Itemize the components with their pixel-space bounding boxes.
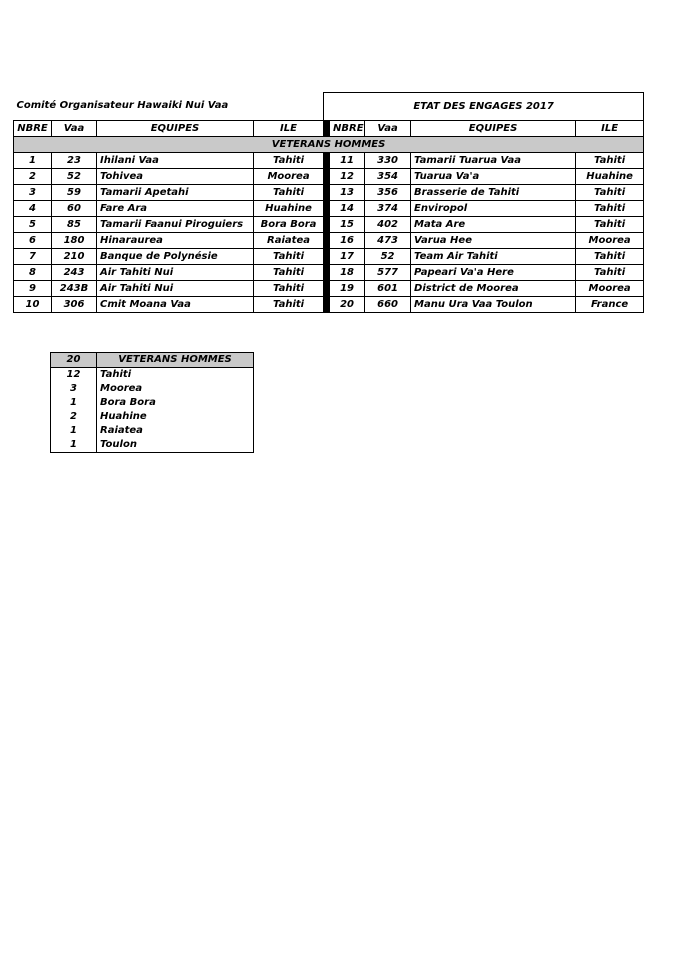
vaa-cell: 473: [365, 233, 411, 249]
team-cell: Tamarii Faanui Piroguiers: [97, 217, 254, 233]
column-header-vaa: Vaa: [365, 121, 411, 137]
nbre-cell: 4: [14, 201, 52, 217]
summary-label: VETERANS HOMMES: [97, 353, 254, 368]
nbre-cell: 18: [330, 265, 365, 281]
island-cell: Tahiti: [254, 297, 324, 313]
section-row: [14, 137, 644, 153]
summary-island: Toulon: [97, 438, 254, 453]
vaa-cell: 354: [365, 169, 411, 185]
summary-row: [51, 424, 254, 438]
nbre-cell: 2: [14, 169, 52, 185]
summary-island: Huahine: [97, 410, 254, 424]
table-row: [14, 297, 644, 313]
table-row: [14, 233, 644, 249]
nbre-cell: 16: [330, 233, 365, 249]
island-cell: Bora Bora: [254, 217, 324, 233]
team-cell: Ihilani Vaa: [97, 153, 254, 169]
column-header-nbre: NBRE: [330, 121, 365, 137]
vaa-cell: 52: [365, 249, 411, 265]
title-row: [14, 93, 644, 121]
vaa-cell: 59: [52, 185, 97, 201]
nbre-cell: 13: [330, 185, 365, 201]
summary-count: 3: [51, 382, 97, 396]
table-row: [14, 201, 644, 217]
vaa-cell: 85: [52, 217, 97, 233]
nbre-cell: 6: [14, 233, 52, 249]
summary-island: Raiatea: [97, 424, 254, 438]
summary-count: 2: [51, 410, 97, 424]
vaa-cell: 243: [52, 265, 97, 281]
summary-island: Tahiti: [97, 368, 254, 383]
vaa-cell: 577: [365, 265, 411, 281]
team-cell: Tohivea: [97, 169, 254, 185]
nbre-cell: 8: [14, 265, 52, 281]
organizer-name: Comité Organisateur Hawaiki Nui Vaa: [14, 93, 324, 121]
island-cell: Tahiti: [254, 185, 324, 201]
team-cell: Manu Ura Vaa Toulon: [411, 297, 576, 313]
vaa-cell: 243B: [52, 281, 97, 297]
table-row: [14, 153, 644, 169]
table-row: [14, 265, 644, 281]
column-header-vaa: Vaa: [52, 121, 97, 137]
column-header-nbre: NBRE: [14, 121, 52, 137]
team-cell: Varua Hee: [411, 233, 576, 249]
summary-row: [51, 368, 254, 383]
island-cell: Raiatea: [254, 233, 324, 249]
nbre-cell: 5: [14, 217, 52, 233]
island-cell: Tahiti: [576, 201, 644, 217]
summary-header-row: [51, 353, 254, 368]
column-header-ile: ILE: [576, 121, 644, 137]
summary-row: [51, 382, 254, 396]
team-cell: Tamarii Apetahi: [97, 185, 254, 201]
vaa-cell: 180: [52, 233, 97, 249]
summary-island: Bora Bora: [97, 396, 254, 410]
summary-count: 1: [51, 396, 97, 410]
island-cell: Tahiti: [576, 217, 644, 233]
island-cell: Moorea: [576, 281, 644, 297]
document-title: ETAT DES ENGAGES 2017: [324, 93, 644, 121]
nbre-cell: 7: [14, 249, 52, 265]
nbre-cell: 1: [14, 153, 52, 169]
island-cell: Moorea: [254, 169, 324, 185]
team-cell: Air Tahiti Nui: [97, 265, 254, 281]
island-cell: Tahiti: [576, 249, 644, 265]
nbre-cell: 17: [330, 249, 365, 265]
island-cell: Tahiti: [576, 185, 644, 201]
vaa-cell: 330: [365, 153, 411, 169]
team-cell: Tuarua Va'a: [411, 169, 576, 185]
nbre-cell: 10: [14, 297, 52, 313]
island-cell: Tahiti: [254, 153, 324, 169]
nbre-cell: 15: [330, 217, 365, 233]
summary-count: 1: [51, 438, 97, 453]
nbre-cell: 14: [330, 201, 365, 217]
vaa-cell: 52: [52, 169, 97, 185]
vaa-cell: 60: [52, 201, 97, 217]
team-cell: Banque de Polynésie: [97, 249, 254, 265]
table-row: [14, 249, 644, 265]
island-cell: Tahiti: [254, 281, 324, 297]
section-title: VETERANS HOMMES: [14, 137, 644, 153]
team-cell: Hinaraurea: [97, 233, 254, 249]
team-cell: Tamarii Tuarua Vaa: [411, 153, 576, 169]
nbre-cell: 11: [330, 153, 365, 169]
team-cell: Papeari Va'a Here: [411, 265, 576, 281]
vaa-cell: 660: [365, 297, 411, 313]
team-cell: Enviropol: [411, 201, 576, 217]
table-row: [14, 281, 644, 297]
column-header-row: [14, 121, 644, 137]
vaa-cell: 306: [52, 297, 97, 313]
registration-table: [13, 92, 644, 313]
nbre-cell: 20: [330, 297, 365, 313]
summary-table: [50, 352, 254, 453]
island-cell: Huahine: [254, 201, 324, 217]
island-cell: Moorea: [576, 233, 644, 249]
summary-total: 20: [51, 353, 97, 368]
nbre-cell: 3: [14, 185, 52, 201]
summary-island: Moorea: [97, 382, 254, 396]
island-cell: Tahiti: [254, 249, 324, 265]
vaa-cell: 374: [365, 201, 411, 217]
team-cell: District de Moorea: [411, 281, 576, 297]
nbre-cell: 19: [330, 281, 365, 297]
vaa-cell: 23: [52, 153, 97, 169]
column-header-equipes: EQUIPES: [411, 121, 576, 137]
team-cell: Team Air Tahiti: [411, 249, 576, 265]
nbre-cell: 12: [330, 169, 365, 185]
island-cell: France: [576, 297, 644, 313]
summary-row: [51, 410, 254, 424]
vaa-cell: 601: [365, 281, 411, 297]
island-cell: Huahine: [576, 169, 644, 185]
summary-row: [51, 438, 254, 453]
summary-count: 12: [51, 368, 97, 383]
island-cell: Tahiti: [576, 265, 644, 281]
table-row: [14, 185, 644, 201]
team-cell: Air Tahiti Nui: [97, 281, 254, 297]
island-cell: Tahiti: [254, 265, 324, 281]
summary-row: [51, 396, 254, 410]
team-cell: Cmit Moana Vaa: [97, 297, 254, 313]
summary-count: 1: [51, 424, 97, 438]
nbre-cell: 9: [14, 281, 52, 297]
team-cell: Mata Are: [411, 217, 576, 233]
table-row: [14, 217, 644, 233]
vaa-cell: 356: [365, 185, 411, 201]
column-header-ile: ILE: [254, 121, 324, 137]
team-cell: Fare Ara: [97, 201, 254, 217]
vaa-cell: 210: [52, 249, 97, 265]
table-row: [14, 169, 644, 185]
island-cell: Tahiti: [576, 153, 644, 169]
column-header-equipes: EQUIPES: [97, 121, 254, 137]
vaa-cell: 402: [365, 217, 411, 233]
team-cell: Brasserie de Tahiti: [411, 185, 576, 201]
